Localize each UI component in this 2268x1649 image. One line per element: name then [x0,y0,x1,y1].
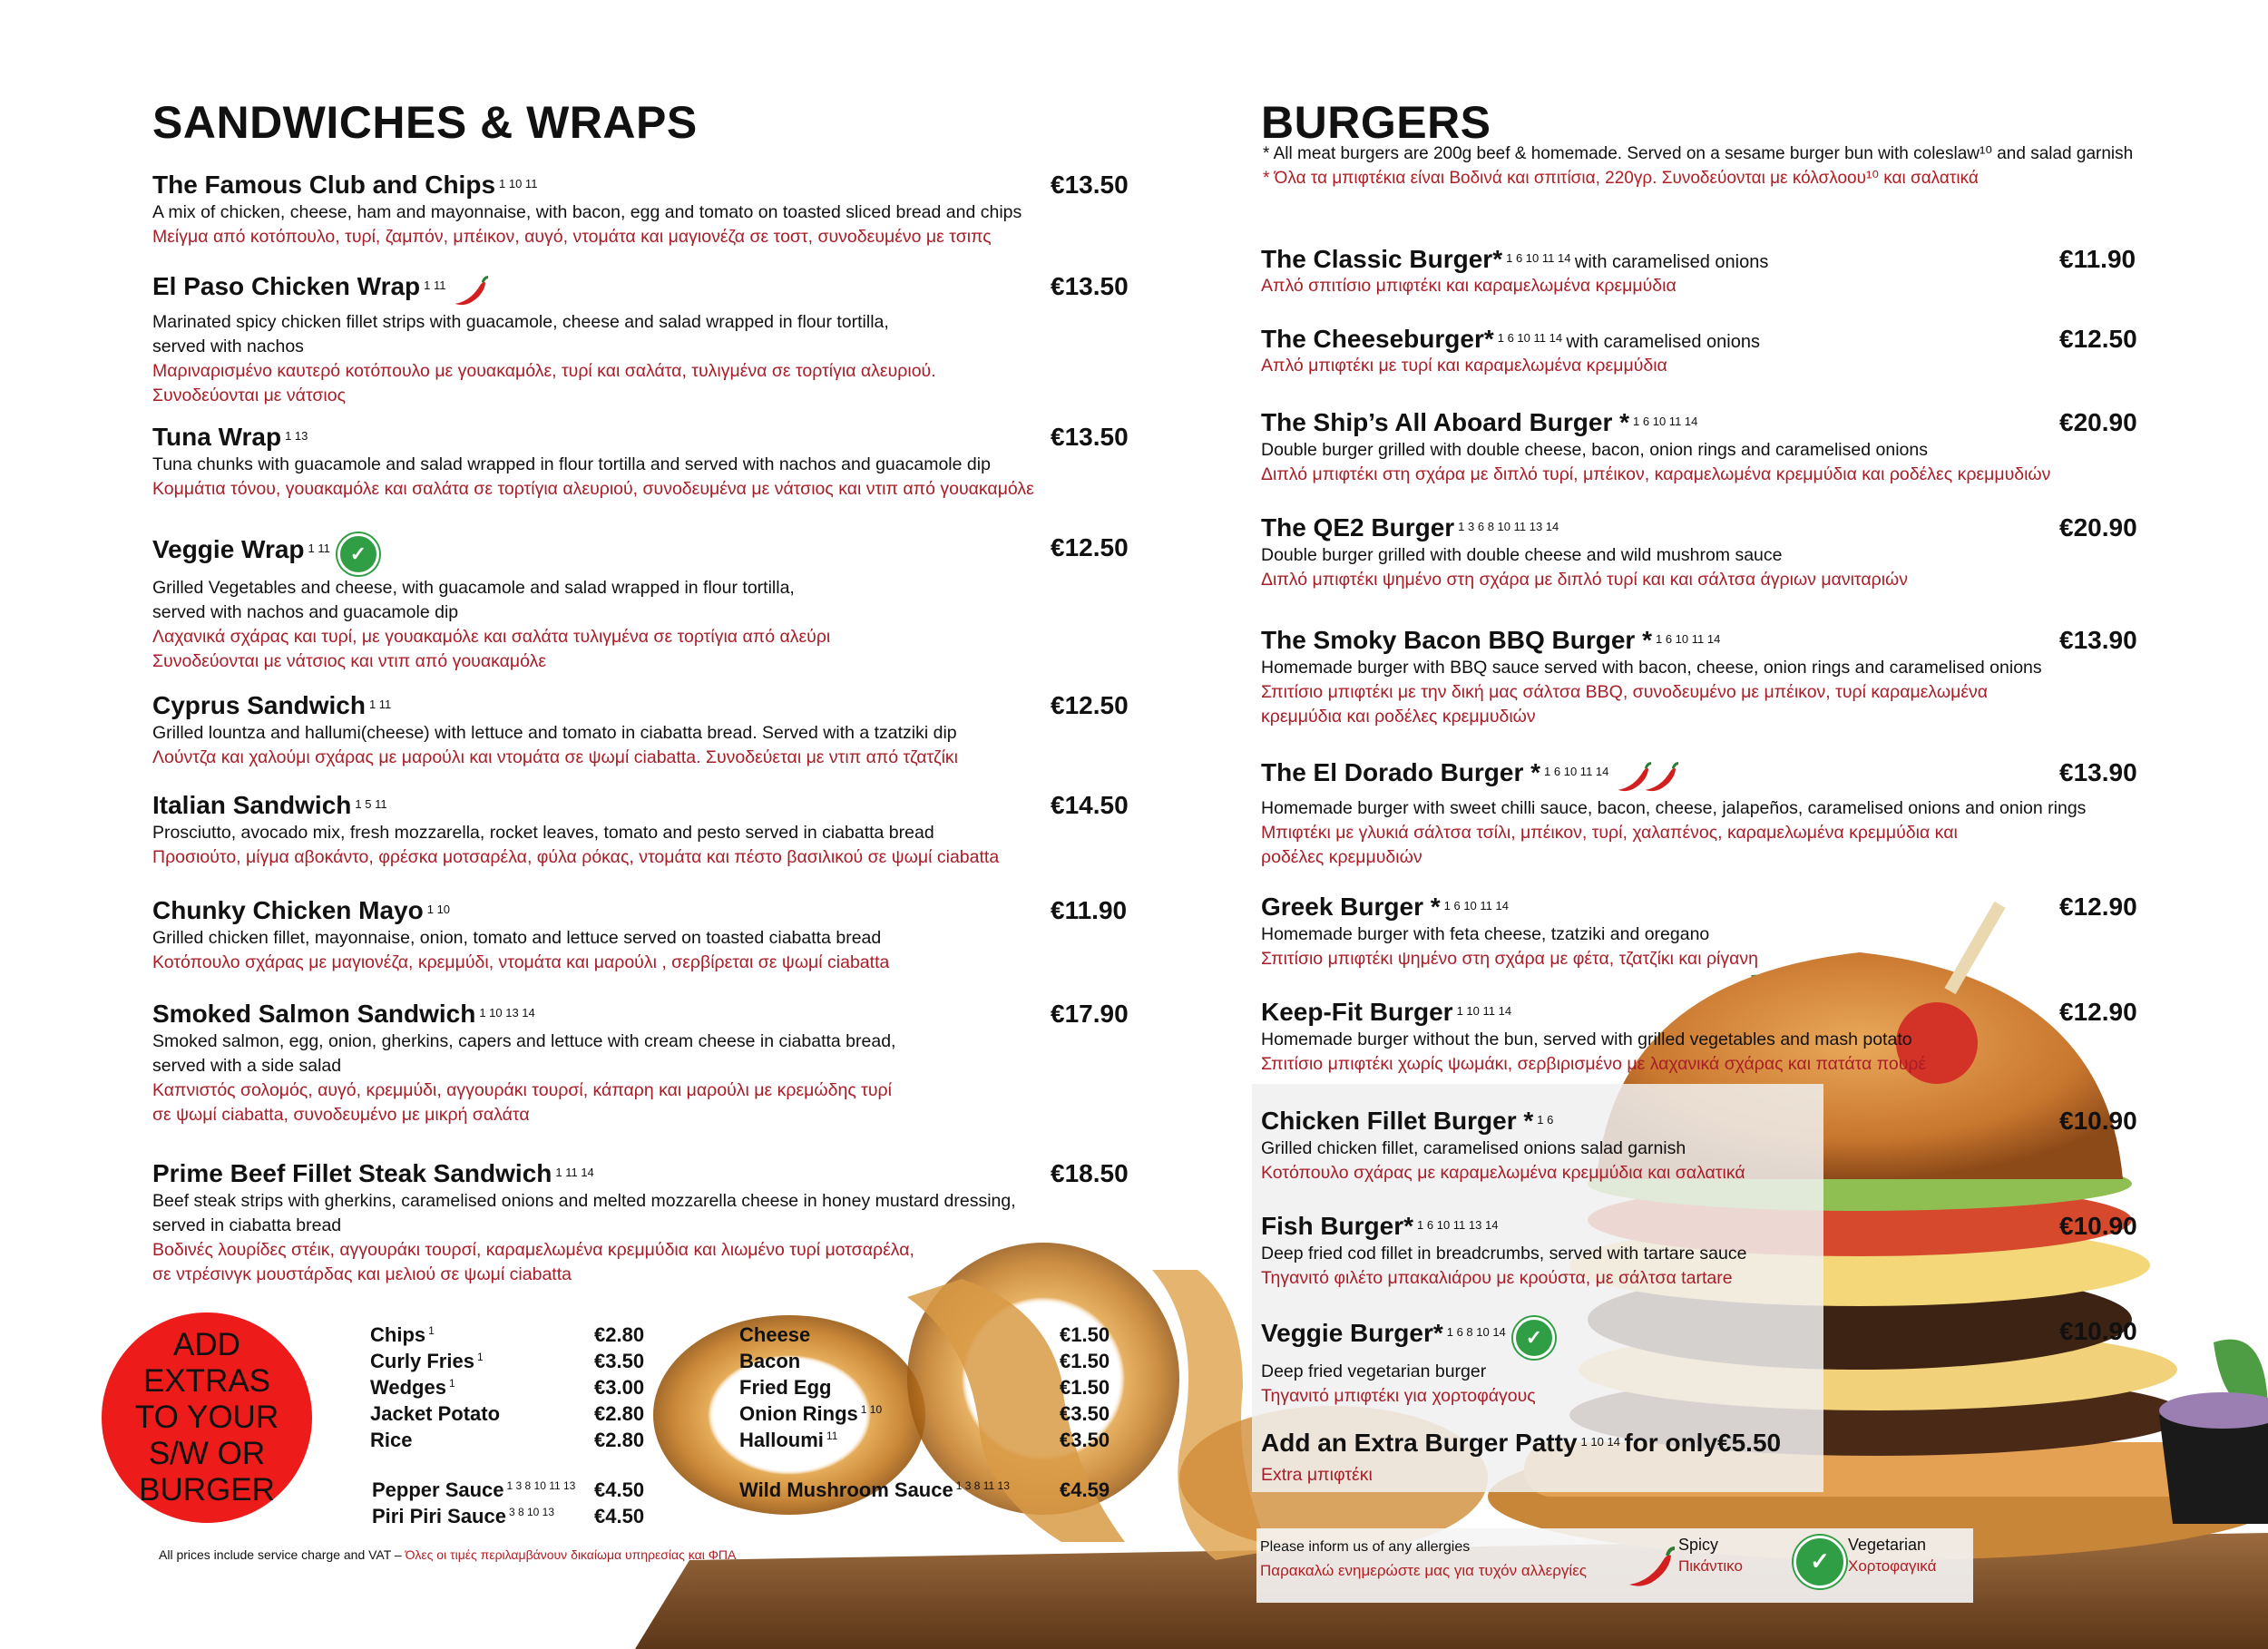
menu-item [152,791,1168,870]
sandwiches-heading: SANDWICHES & WRAPS [152,97,698,148]
item-allergens: 1 6 10 11 14 [1655,631,1721,646]
extra-price: €1.50 [1060,1323,1110,1346]
extra-patty-for-only: for only [1624,1429,1718,1457]
extra-patty-price: €5.50 [1717,1429,1782,1457]
extra-price: €4.50 [594,1478,645,1501]
item-description-gr: Προσιούτο, μίγμα αβοκάντο, φρέσκα μοτσαρέλα, φύλα ρόκας, ντομάτα και πέστο βασιλικού σε ψωμί ciabatta [152,847,1000,867]
extra-name: Chips [370,1323,426,1346]
extra-allergens: 1 10 [860,1402,883,1416]
burgers-note-gr: * Όλα τα μπιφτέκια είναι Βοδινά και σπιτίσια, 220γρ. Συνοδεύονται με κόλσλοου¹⁰ και σαλατικά [1263,169,1979,188]
item-price: €13.90 [2059,758,2137,786]
item-name: Tuna Wrap [152,423,282,451]
extra-name: Wedges [370,1376,446,1399]
item-price: €12.90 [2059,998,2137,1026]
extra-name: Onion Rings [739,1402,858,1425]
item-description-gr: Απλό μπιφτέκι με τυρί και καραμελωμένα κρεμμύδια [1261,356,1667,376]
item-description-gr: Διπλό μπιφτέκι ψημένο στη σχάρα με διπλό τυρί και και σάλτσα άγριων μανιταριών [1261,570,1909,590]
item-description: Grilled chicken fillet, mayonnaise, onion, tomato and lettuce served on toasted ciabatta bread [152,928,882,948]
add-extras-text: ADD EXTRAS TO YOUR S/W OR BURGER [134,1327,279,1508]
extra-name: Halloumi [739,1429,824,1451]
vegetarian-badge-icon: ✓ [337,533,379,575]
extra-allergens: 1 [476,1350,484,1363]
item-name: The QE2 Burger [1261,513,1455,542]
item-name: The Ship’s All Aboard Burger * [1261,408,1630,436]
item-description-gr: Απλό σπιτίσιο μπιφτέκι και καραμελωμένα κρεμμύδια [1261,276,1677,296]
item-name: The Smoky Bacon BBQ Burger * [1261,626,1652,654]
item-price: €11.90 [1051,896,1128,924]
menu-item [1261,626,2250,729]
item-name: The Famous Club and Chips [152,171,496,199]
menu-item [1261,758,2250,870]
item-name: The El Dorado Burger * [1261,758,1541,786]
extra-item [739,1478,1010,1502]
chili-pepper-icon [451,273,491,309]
extra-name: Jacket Potato [370,1402,501,1425]
item-name: Keep-Fit Burger [1261,998,1453,1026]
extra-patty-allergens: 1 10 14 [1580,1434,1620,1449]
item-price: €10.90 [2059,1107,2137,1135]
menu-item [152,272,1168,408]
item-allergens: 1 6 10 11 14 [1443,898,1509,912]
vegetarian-badge-icon: ✓ [1513,1317,1555,1359]
extra-price: €3.50 [594,1350,645,1372]
extra-item [739,1323,810,1347]
item-allergens: 1 5 11 [355,796,387,811]
allergy-note-gr: Παρακαλώ ενημερώστε μας για τυχόν αλλεργίες [1260,1562,1587,1579]
menu-item [152,1159,1168,1287]
extra-item [370,1402,500,1426]
item-description-gr: Καπνιστός σολομός, αυγό, κρεμμύδι, αγγουράκι τουρσί, κάπαρη και μαρούλι με κρεμώδης τυρί σε ψωμί ciabatta, συνοδευμένο με μικρή σαλάτα [152,1080,892,1125]
item-description: Marinated spicy chicken fillet strips with guacamole, cheese and salad wrapped in flour tortilla, served with nachos [152,311,889,356]
burgers-note-en: * All meat burgers are 200g beef & homemade. Served on a sesame burger bun with coleslaw¹⁰ and salad garnish [1263,144,2134,163]
extra-price: €2.80 [594,1429,645,1451]
item-price: €18.50 [1051,1159,1129,1187]
item-name: Greek Burger * [1261,893,1441,921]
extra-name: Fried Egg [739,1376,832,1399]
item-allergens: 1 3 6 8 10 11 13 14 [1458,519,1559,533]
item-description: Homemade burger with BBQ sauce served with bacon, cheese, onion rings and caramelised onions [1261,658,2042,678]
extra-item [370,1376,455,1400]
vegetarian-label-en: Vegetarian [1848,1536,1927,1554]
menu-item [1261,1107,2250,1186]
item-name: Smoked Salmon Sandwich [152,1000,476,1028]
item-description-gr: Βοδινές λουρίδες στέικ, αγγουράκι τουρσί, καραμελωμένα κρεμμύδια και λιωμένο τυρί μοτσαρέλα, σε ντρέσινγκ μουστάρδας και μελιού σε ψωμί ciabatta [152,1240,914,1284]
item-description: Homemade burger with sweet chilli sauce, bacon, cheese, jalapeños, caramelised onions and onion rings [1261,797,2087,818]
item-allergens: 1 6 10 11 14 [1544,764,1609,778]
item-allergens: 1 6 [1537,1112,1554,1127]
item-description: Grilled chicken fillet, caramelised onions salad garnish [1261,1138,1686,1158]
item-allergens: 1 11 14 [555,1165,594,1179]
item-price: €13.50 [1051,171,1129,199]
menu-item [1261,325,2250,378]
item-allergens: 1 11 [424,278,446,292]
burgers-heading: BURGERS [1261,97,1491,148]
item-extra: with caramelised onions [1566,332,1760,352]
item-name: Cyprus Sandwich [152,691,366,719]
extra-price: €3.00 [594,1376,645,1399]
extra-name: Rice [370,1429,413,1451]
item-description-gr: Μπιφτέκι με γλυκιά σάλτσα τσίλι, μπέικον, τυρί, χαλαπένος, καραμελωμένα κρεμμύδια και ροδέλες κρεμμυδιών [1261,822,1958,867]
extra-item [739,1429,837,1452]
legend [1256,1528,1973,1603]
extra-price: €4.50 [594,1505,645,1527]
spicy-label-en: Spicy [1678,1536,1719,1554]
item-allergens: 1 10 11 [499,176,538,190]
extra-name: Curly Fries [370,1350,474,1372]
item-description-gr: Σπιτίσιο μπιφτέκι χωρίς ψωμάκι, σερβιρισμένο με λαχανικά σχάρας και πατάτα πουρέ [1261,1054,1927,1074]
item-allergens: 1 6 10 11 14 [1506,250,1571,265]
menu-item [1261,998,2250,1077]
item-allergens: 1 10 11 14 [1456,1003,1512,1018]
item-allergens: 1 10 13 14 [479,1005,535,1020]
item-description: Beef steak strips with gherkins, caramelised onions and melted mozzarella cheese in honey mustard dressing, served in ciabatta bread [152,1191,1016,1235]
item-price: €12.90 [2059,893,2137,921]
extra-item [739,1350,800,1373]
item-allergens: 1 6 10 11 13 14 [1417,1217,1499,1232]
item-description: A mix of chicken, cheese, ham and mayonnaise, with bacon, egg and tomato on toasted sliced bread and chips [152,202,1022,222]
item-description: Homemade burger with feta cheese, tzatziki and oregano [1261,924,1710,944]
item-price: €20.90 [2059,513,2137,542]
item-description-gr: Κοτόπουλο σχάρας με καραμελωμένα κρεμμύδια και σαλατικά [1261,1163,1745,1183]
chili-pepper-icon [1641,759,1681,795]
extra-item [370,1350,484,1373]
item-allergens: 1 6 8 10 14 [1446,1324,1506,1339]
item-description-gr: Λούντζα και χαλούμι σχάρας με μαρούλι και ντομάτα σε ψωμί ciabatta. Συνοδεύεται με ντιπ από τζατζίκι [152,747,958,767]
item-extra: with caramelised onions [1574,252,1769,272]
item-allergens: 1 11 [308,541,330,555]
item-allergens: 1 6 10 11 14 [1633,414,1698,428]
menu-item [1261,1317,2250,1409]
item-name: Italian Sandwich [152,791,352,819]
item-price: €10.90 [2059,1317,2137,1345]
item-description: Prosciutto, avocado mix, fresh mozzarella, rocket leaves, tomato and pesto served in ciabatta bread [152,823,934,843]
item-description-gr: Κοτόπουλο σχάρας με μαγιονέζα, κρεμμύδι, ντομάτα και μαρούλι , σερβίρεται σε ψωμί ciabatta [152,952,890,972]
item-description: Deep fried cod fillet in breadcrumbs, served with tartare sauce [1261,1244,1747,1264]
menu-item [152,533,1168,674]
item-description: Grilled lountza and hallumi(cheese) with lettuce and tomato in ciabatta bread. Served with a tzatziki dip [152,723,957,743]
extra-item [372,1505,554,1528]
extra-patty-item [1261,1429,2077,1488]
item-price: €10.90 [2059,1212,2137,1240]
menu-item [152,423,1168,502]
item-name: Chunky Chicken Mayo [152,896,424,924]
item-name: The Cheeseburger* [1261,325,1494,353]
menu-item [1261,893,2250,971]
item-description: Grilled Vegetables and cheese, with guacamole and salad wrapped in flour tortilla, served with nachos and guacamole dip [152,578,795,622]
item-description-gr: Λαχανικά σχάρας και τυρί, με γουακαμόλε και σαλάτα τυλιγμένα σε τορτίγια από αλεύρι Συνοδεύονται με νάτσιος και ντιπ από γουακαμόλε [152,627,831,671]
chili-pepper-icon [1624,1545,1678,1590]
item-price: €12.50 [1051,533,1129,561]
extra-price: €3.50 [1060,1402,1110,1425]
extra-allergens: 1 [448,1376,455,1390]
extra-allergens: 1 3 8 11 13 [955,1478,1010,1492]
footnote-gr: Όλες οι τιμές περιλαμβάνουν δικαίωμα υπηρεσίας και ΦΠΑ [405,1547,737,1562]
menu-item [152,171,1168,249]
item-price: €17.90 [1051,1000,1129,1028]
extra-allergens: 3 8 10 13 [508,1505,555,1518]
extra-name: Pepper Sauce [372,1478,504,1501]
item-description: Smoked salmon, egg, onion, gherkins, capers and lettuce with cream cheese in ciabatta bread, served with a side salad [152,1031,896,1076]
item-price: €13.50 [1051,423,1129,451]
extra-price: €1.50 [1060,1376,1110,1399]
menu-item [152,691,1168,770]
item-description-gr: Τηγανιτό μπιφτέκι για χορτοφάγους [1261,1386,1536,1406]
extra-name: Bacon [739,1350,801,1372]
item-description-gr: Σπιτίσιο μπιφτέκι με την δική μας σάλτσα BBQ, συνοδευμένο με μπέικον, τυρί καραμελωμένα κρεμμύδια και ροδέλες κρεμμυδιών [1261,682,1989,727]
item-allergens: 1 11 [368,697,392,711]
extra-allergens: 1 3 8 10 11 13 [506,1478,576,1492]
item-description-gr: Τηγανιτό φιλέτο μπακαλιάρου με κρούστα, με σάλτσα tartare [1261,1268,1733,1288]
item-name: Veggie Burger* [1261,1319,1443,1348]
item-description-gr: Σπιτίσιο μπιφτέκι ψημένο στη σχάρα με φέτα, τζατζίκι και ρίγανη [1261,949,1758,969]
item-price: €13.50 [1051,272,1129,300]
extra-name: Wild Mushroom Sauce [739,1478,953,1501]
extra-name: Cheese [739,1323,811,1346]
item-description: Double burger grilled with double cheese, bacon, onion rings and caramelised onions [1261,440,1928,460]
item-price: €11.90 [2059,245,2136,273]
item-price: €12.50 [1051,691,1129,719]
menu-item [152,896,1168,975]
extra-allergens: 11 [826,1429,838,1442]
menu-item [152,1000,1168,1127]
item-description-gr: Διπλό μπιφτέκι στη σχάρα με διπλό τυρί, μπέικον, καραμελωμένα κρεμμύδια και ροδέλες κρεμμυδιών [1261,464,2051,484]
item-allergens: 1 13 [285,428,308,443]
menu-item [1261,1212,2250,1291]
add-extras-badge [102,1312,312,1523]
extra-price: €2.80 [594,1402,645,1425]
extra-item [739,1376,831,1400]
allergy-note-en: Please inform us of any allergies [1260,1539,1471,1555]
item-allergens: 1 6 10 11 14 [1497,330,1563,345]
extra-price: €3.50 [1060,1429,1110,1451]
item-name: The Classic Burger* [1261,245,1503,273]
item-price: €13.90 [2059,626,2137,654]
spicy-label-gr: Πικάντικο [1678,1557,1743,1575]
item-price: €20.90 [2059,408,2137,436]
extra-patty-name: Add an Extra Burger Patty [1261,1429,1578,1457]
extra-item [370,1323,435,1347]
extra-price: €4.59 [1060,1478,1110,1501]
extra-price: €2.80 [594,1323,645,1346]
item-allergens: 1 10 [426,902,451,916]
extra-allergens: 1 [428,1323,435,1337]
menu-item [1261,245,2250,298]
extra-price: €1.50 [1060,1350,1110,1372]
item-name: Prime Beef Fillet Steak Sandwich [152,1159,552,1187]
prices-footnote [159,1547,736,1562]
item-description: Double burger grilled with double cheese and wild mushrom sauce [1261,545,1783,565]
extra-item [372,1478,575,1502]
vegetarian-badge-icon: ✓ [1794,1536,1846,1588]
item-description-gr: Μαριναρισμένο καυτερό κοτόπουλο με γουακαμόλε, τυρί και σαλάτα, τυλιγμένα σε τορτίγια αλευριού. Συνοδεύονται με νάτσιος [152,360,936,405]
item-name: Veggie Wrap [152,535,305,564]
item-description-gr: Κομμάτια τόνου, γουακαμόλε και σαλάτα σε τορτίγια αλευριού, συνοδευμένα με νάτσιος και ντιπ από γουακαμόλε [152,479,1034,499]
extra-patty-gr: Extra μπιφτέκι [1261,1465,1373,1485]
extra-item [370,1429,412,1452]
item-name: El Paso Chicken Wrap [152,272,421,300]
menu-item [1261,408,2250,487]
extra-item [739,1402,882,1426]
item-description-gr: Μείγμα από κοτόπουλο, τυρί, ζαμπόν, μπέικον, αυγό, ντομάτα και μαγιονέζα σε τοστ, συνοδευμένο με τσιπς [152,227,992,247]
item-name: Chicken Fillet Burger * [1261,1107,1534,1135]
item-price: €14.50 [1051,791,1129,819]
item-price: €12.50 [2059,325,2137,353]
item-description: Deep fried vegetarian burger [1261,1361,1487,1381]
item-description: Homemade burger without the bun, served with grilled vegetables and mash potato [1261,1029,1912,1049]
menu-item [1261,513,2250,592]
vegetarian-label-gr: Χορτοφαγικά [1848,1557,1937,1575]
item-name: Fish Burger* [1261,1212,1414,1240]
extra-name: Piri Piri Sauce [372,1505,506,1527]
footnote-en: All prices include service charge and VAT – [159,1547,406,1562]
item-description: Tuna chunks with guacamole and salad wrapped in flour tortilla and served with nachos and guacamole dip [152,454,991,474]
